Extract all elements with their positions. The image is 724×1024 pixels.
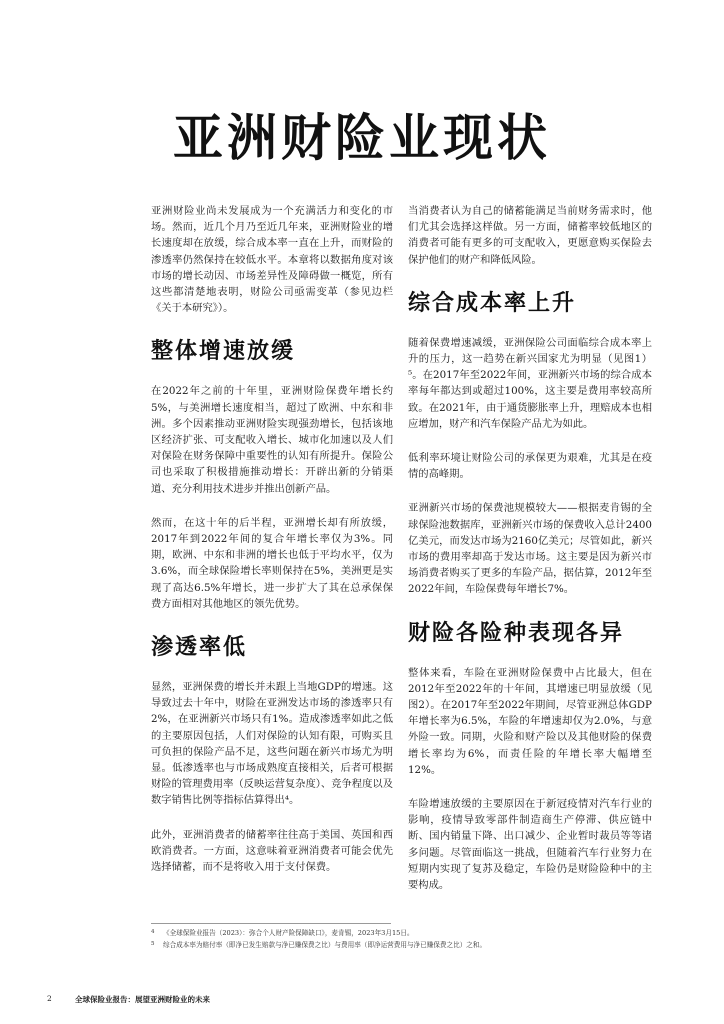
left-column: [151, 203, 393, 893]
footnote-5: [151, 939, 661, 951]
growth-paragraph-1: 在2022年之前的十年里，亚洲财险保费年增长约5%，与美洲增长速度相当，超过了欧洲、中东和非洲。多个因素推动亚洲财险实现强劲增长，包括该地区经济扩张、可支配收入增长、城市化加速以及人们对保险在财务保障中重要性的认知有所提升。保险公司也采取了积极措施推动增长：开辟出新的分销渠道、充分利用技术进步并推出创新产品。: [151, 385, 393, 495]
intro-paragraph: 亚洲财险业尚未发展成为一个充满活力和变化的市场。然而，近几个月乃至近几年来，亚洲财险业的增长速度却在放缓，综合成本率一直在上升，而财险的渗透率仍然保持在较低水平。本章将以数据角度对该市场的增长动因、市场差异性及障碍做一概览，所有这些都清楚地表明，财险公司亟需变革（参见边栏《关于本研究》）。: [151, 205, 393, 315]
page-number: 2: [47, 994, 52, 1003]
section-heading-lines-of-business: 财险各险种表现各异: [408, 619, 625, 646]
footnote-4: [151, 927, 661, 939]
right-column: [408, 203, 652, 911]
combined-ratio-paragraph-3: 亚洲新兴市场的保费池规模较大——根据麦肯锡的全球保险池数据库，亚洲新兴市场的保费收入总计2400亿美元，而发达市场为2160亿美元；尽管如此，新兴市场的费用率却高于发达市场。这主要是因为新兴市场消费者购买了更多的车险产品，据估算，2012年至2022年间，车险保费每年增长7%。: [408, 502, 652, 596]
lines-paragraph-1: 整体来看，车险在亚洲财险保费中占比最大，但在2012年至2022年的十年间，其增速已明显放缓（见图2）。在2017年至2022年期间，尽管亚洲总体GDP年增长率为6.5%，车险的年增速却仅为2.0%，与意外险一致。同期，火险和财产险以及其他财险的保费增长率均为6%，而责任险的年增长率大幅增至12%。: [408, 666, 652, 776]
penetration-paragraph-2: 此外，亚洲消费者的储蓄率往往高于美国、英国和西欧消费者。一方面，这意味着亚洲消费者可能会优先选择储蓄，而不是将收入用于支付保费。: [151, 828, 393, 874]
footnote-divider: [151, 923, 391, 924]
page-title: 亚洲财险业现状: [173, 108, 551, 167]
combined-ratio-paragraph-2: 低利率环境让财险公司的承保更为艰难，尤其是在疫情的高峰期。: [408, 452, 652, 481]
section-heading-growth-slowdown: 整体增速放缓: [151, 338, 296, 365]
section-heading-combined-ratio: 综合成本率上升: [408, 289, 577, 316]
combined-ratio-paragraph-1: 随着保费增速减缓，亚洲保险公司面临综合成本率上升的压力，这一趋势在新兴国家尤为明显（见图1）⁵。在2017年至2022年间，亚洲新兴市场的综合成本率每年都达到或超过100%，这主要是费用率较高所致。在2021年，由于通货膨胀率上升，理赔成本也相应增加，财产和汽车保险产品尤为如此。: [408, 336, 652, 430]
footnote-number: 4: [151, 929, 155, 935]
footnote-text: 综合成本率为赔付率（即净已发生赔款与净已赚保费之比）与费用率（即净运营费用与净已赚保费之比）之和。: [163, 941, 487, 949]
document-title: 全球保险业报告：展望亚洲财险业的未来: [75, 995, 210, 1004]
savings-continuation-paragraph: 当消费者认为自己的储蓄能满足当前财务需求时，他们尤其会选择这样做。另一方面，储蓄率较低地区的消费者可能有更多的可支配收入，更愿意购买保险去保护他们的财产和降低风险。: [408, 205, 652, 266]
growth-paragraph-2: 然而，在这十年的后半程，亚洲增长却有所放缓，2017年到2022年间的复合年增长率仅为3%。同期，欧洲、中东和非洲的增长也低于平均水平，仅为3.6%，而全球保险增长率则保持在5%，美洲更是实现了高达6.5%年增长，进一步扩大了其在总承保保费方面相对其他地区的领先优势。: [151, 516, 393, 610]
footnote-text: 《全球保险业报告（2023）：弥合个人财产险保障缺口》，麦肯锡，2023年3月15日。: [163, 929, 414, 937]
section-heading-low-penetration: 渗透率低: [151, 634, 248, 661]
footnotes: [151, 927, 661, 951]
footnote-number: 5: [151, 941, 155, 947]
lines-paragraph-2: 车险增速放缓的主要原因在于新冠疫情对汽车行业的影响，疫情导致零部件制造商生产停滞、供应链中断、国内销量下降、出口减少、企业暂时裁员等等诸多问题。尽管面临这一挑战，但随着汽车行业努力在短期内实现了复苏及稳定，车险仍是财险险种中的主要构成。: [408, 798, 652, 892]
penetration-paragraph-1: 显然，亚洲保费的增长并未跟上当地GDP的增速。这导致过去十年中，财险在亚洲发达市场的渗透率只有2%，在亚洲新兴市场只有1%。造成渗透率如此之低的主要原因包括，人们对保险的认知有限，可购买且可负担的保险产品不足，这些问题在新兴市场尤为明显。低渗透率也与市场成熟度直接相关，后者可根据财险的管理费用率（反映运营复杂度）、竞争程度以及数字销售比例等指标估算得出⁴。: [151, 681, 393, 807]
